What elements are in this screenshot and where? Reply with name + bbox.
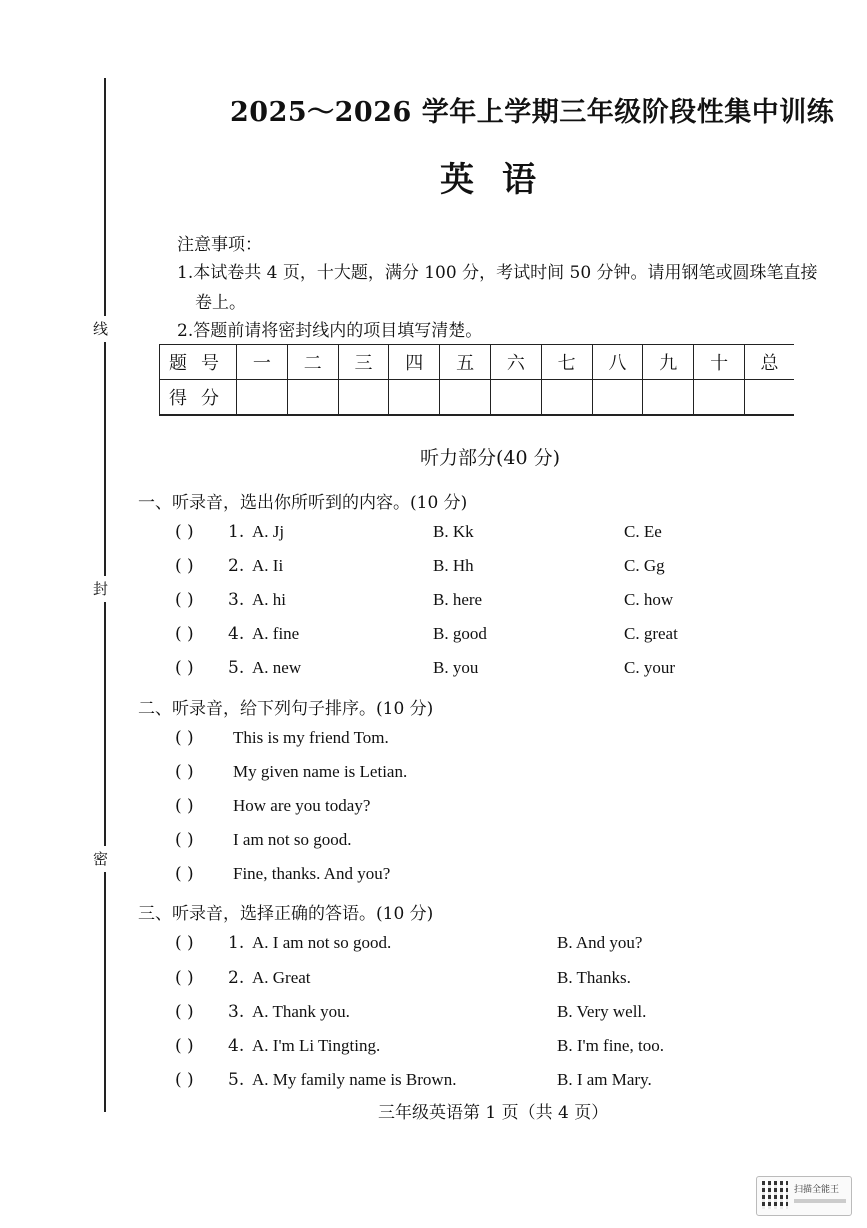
option-a: A. I'm Li Tingting. [252, 1036, 381, 1055]
option-b: B. Thanks. [557, 968, 631, 987]
score-col-3: 三 [338, 345, 389, 380]
section3-question [0, 933, 867, 961]
note-item-2: 2.答题前请将密封线内的项目填写清楚。 [177, 321, 483, 341]
score-cell[interactable] [744, 380, 794, 416]
question-number: 5. [228, 1070, 245, 1090]
option-c: C. Gg [624, 556, 665, 575]
option-b: B. here [433, 590, 483, 609]
question-number: 1. [228, 933, 245, 953]
sentence-text: This is my friend Tom. [233, 728, 389, 747]
option-b: B. Hh [433, 556, 474, 575]
score-row-label-score: 得分 [160, 380, 237, 416]
option-b: B. you [433, 658, 479, 677]
section2-heading: 二、听录音，给下列句子排序。(10 分) [138, 699, 434, 719]
question-number: 5. [228, 658, 245, 678]
scanner-watermark [756, 1176, 852, 1216]
score-cell[interactable] [389, 380, 440, 416]
section1-question [0, 658, 867, 686]
score-col-10: 十 [694, 345, 745, 380]
question-number: 2. [228, 556, 245, 576]
binding-label-feng: 封 [93, 576, 108, 602]
section1-heading: 一、听录音，选出你所听到的内容。(10 分) [138, 493, 468, 513]
score-cell[interactable] [541, 380, 592, 416]
score-col-7: 七 [541, 345, 592, 380]
section3-question [0, 1070, 867, 1098]
score-cell[interactable] [592, 380, 643, 416]
answer-bracket[interactable]: ( ) [175, 830, 194, 850]
score-col-9: 九 [643, 345, 694, 380]
sentence-text: Fine, thanks. And you? [233, 864, 391, 883]
note-item-1: 1.本试卷共 4 页，十大题，满分 100 分，考试时间 50 分钟。请用钢笔或圆珠笔直接 [177, 263, 818, 283]
section1-question [0, 624, 867, 652]
option-a: A. hi [252, 590, 286, 609]
score-col-total: 总 [744, 345, 794, 380]
section2-sentence [0, 796, 867, 824]
sentence-text: I am not so good. [233, 830, 352, 849]
section1-question [0, 522, 867, 550]
option-c: C. great [624, 624, 678, 643]
score-cell[interactable] [287, 380, 338, 416]
answer-bracket[interactable]: ( ) [175, 556, 194, 576]
score-cell[interactable] [490, 380, 541, 416]
section2-sentence [0, 864, 867, 892]
option-b: B. good [433, 624, 487, 643]
scanner-logo-subline [794, 1199, 846, 1203]
answer-bracket[interactable]: ( ) [175, 933, 194, 953]
option-a: A. fine [252, 624, 300, 643]
note-item-1-cont: 卷上。 [195, 293, 246, 313]
score-col-2: 二 [287, 345, 338, 380]
option-b: B. I am Mary. [557, 1070, 652, 1089]
answer-bracket[interactable]: ( ) [175, 522, 194, 542]
qr-code-pattern [762, 1181, 788, 1209]
section2-sentence [0, 830, 867, 858]
question-number: 3. [228, 1002, 245, 1022]
page-footer: 三年级英语第 1 页（共 4 页） [378, 1103, 609, 1123]
score-table-score-row [160, 380, 795, 416]
answer-bracket[interactable]: ( ) [175, 762, 194, 782]
option-c: C. how [624, 590, 674, 609]
option-a: A. Thank you. [252, 1002, 350, 1021]
score-col-4: 四 [389, 345, 440, 380]
question-number: 1. [228, 522, 245, 542]
section2-sentence [0, 728, 867, 756]
question-number: 3. [228, 590, 245, 610]
score-cell[interactable] [694, 380, 745, 416]
option-a: A. Great [252, 968, 311, 987]
score-row-label-number: 题号 [160, 345, 237, 380]
section3-question [0, 1002, 867, 1030]
score-col-6: 六 [490, 345, 541, 380]
binding-label-mi: 密 [93, 846, 108, 872]
answer-bracket[interactable]: ( ) [175, 624, 194, 644]
option-a: A. new [252, 658, 302, 677]
score-cell[interactable] [338, 380, 389, 416]
question-number: 4. [228, 624, 245, 644]
section3-question [0, 968, 867, 996]
section1-question [0, 556, 867, 584]
section1-question [0, 590, 867, 618]
question-number: 2. [228, 968, 245, 988]
option-b: B. Kk [433, 522, 474, 541]
listening-heading: 听力部分(40 分) [420, 447, 561, 469]
scanner-logo-text: 扫描全能王 [794, 1185, 840, 1195]
answer-bracket[interactable]: ( ) [175, 590, 194, 610]
option-b: B. And you? [557, 933, 643, 952]
score-col-8: 八 [592, 345, 643, 380]
binding-label-xian: 线 [93, 316, 108, 342]
option-c: C. your [624, 658, 675, 677]
sentence-text: My given name is Letian. [233, 762, 408, 781]
notes-heading: 注意事项： [177, 235, 262, 255]
option-c: C. Ee [624, 522, 662, 541]
answer-bracket[interactable]: ( ) [175, 1036, 194, 1056]
score-cell[interactable] [440, 380, 491, 416]
score-table-header-row [160, 345, 795, 380]
score-col-1: 一 [237, 345, 288, 380]
answer-bracket[interactable]: ( ) [175, 658, 194, 678]
answer-bracket[interactable]: ( ) [175, 968, 194, 988]
answer-bracket[interactable]: ( ) [175, 796, 194, 816]
option-a: A. My family name is Brown. [252, 1070, 457, 1089]
answer-bracket[interactable]: ( ) [175, 728, 194, 748]
section2-sentence [0, 762, 867, 790]
question-number: 4. [228, 1036, 245, 1056]
option-a: A. Ii [252, 556, 284, 575]
score-cell[interactable] [237, 380, 288, 416]
answer-bracket[interactable]: ( ) [175, 1002, 194, 1022]
option-a: A. I am not so good. [252, 933, 392, 952]
option-b: B. Very well. [557, 1002, 647, 1021]
sentence-text: How are you today? [233, 796, 371, 815]
option-a: A. Jj [252, 522, 285, 541]
option-b: B. I'm fine, too. [557, 1036, 664, 1055]
score-cell[interactable] [643, 380, 694, 416]
answer-bracket[interactable]: ( ) [175, 1070, 194, 1090]
section3-heading: 三、听录音，选择正确的答语。(10 分) [138, 904, 434, 924]
score-col-5: 五 [440, 345, 491, 380]
subject-title: 英语 [440, 160, 564, 200]
page-title: 2025～2026 学年上学期三年级阶段性集中训练 [230, 97, 835, 128]
score-table [159, 344, 794, 416]
answer-bracket[interactable]: ( ) [175, 864, 194, 884]
section3-question [0, 1036, 867, 1064]
